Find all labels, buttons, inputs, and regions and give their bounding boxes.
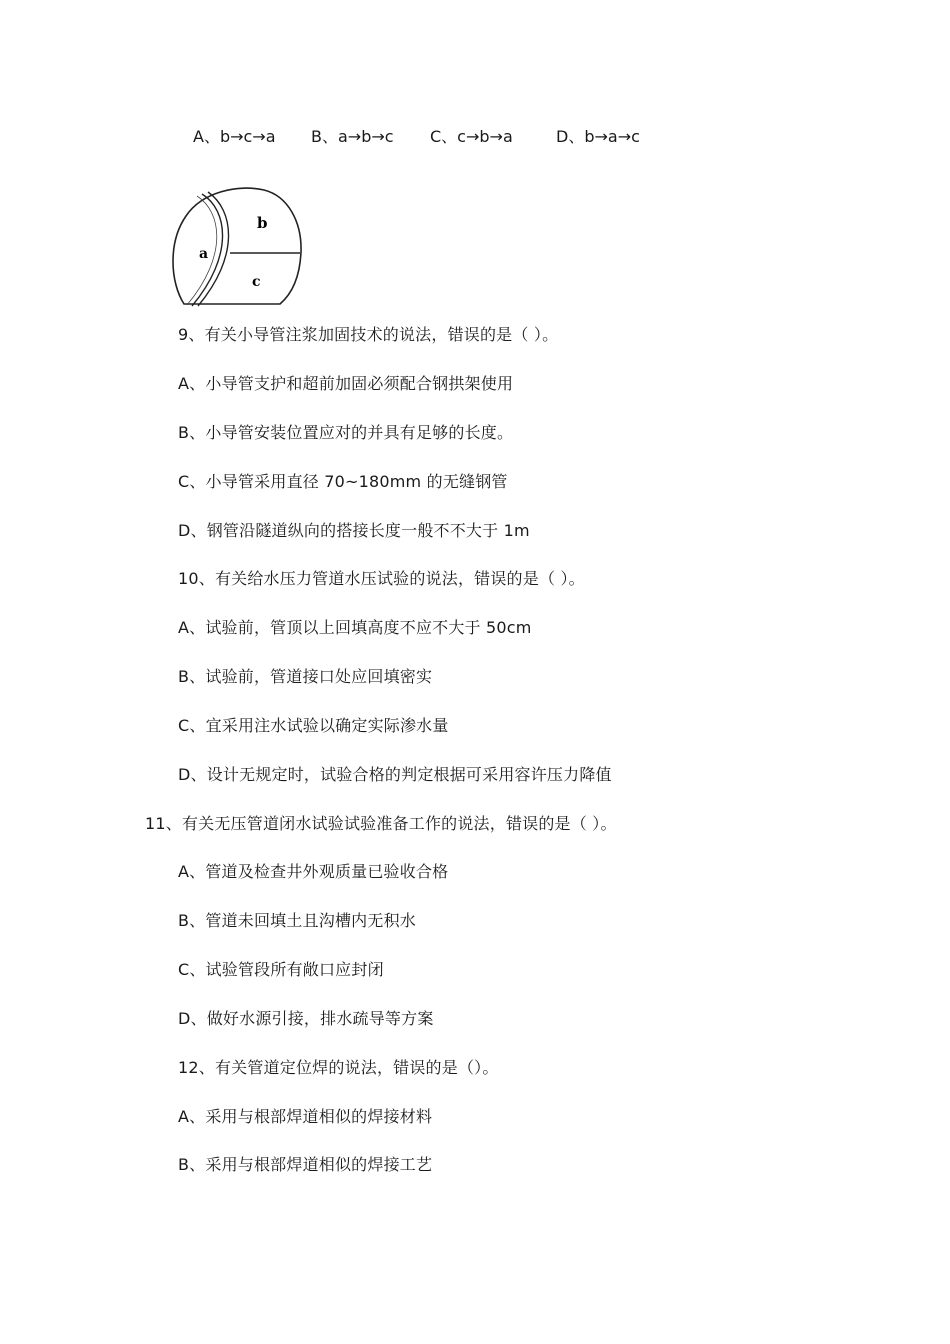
q10-stem: 10、有关给水压力管道水压试验的说法，错误的是（ ）。 <box>178 569 585 588</box>
q8-option-b: B、a→b→c <box>311 127 394 146</box>
tunnel-section-figure <box>168 182 308 316</box>
q9-stem: 9、有关小导管注浆加固技术的说法，错误的是（ ）。 <box>178 325 559 344</box>
q12-option-a: A、采用与根部焊道相似的焊接材料 <box>178 1107 433 1126</box>
tunnel-outline <box>173 188 301 304</box>
q12-option-b: B、采用与根部焊道相似的焊接工艺 <box>178 1155 433 1174</box>
label-a: a <box>199 246 209 262</box>
q11-stem: 11、有关无压管道闭水试验试验准备工作的说法，错误的是（ ）。 <box>145 814 617 833</box>
q11-option-b: B、管道未回填土且沟槽内无积水 <box>178 911 416 930</box>
q9-option-a: A、小导管支护和超前加固必须配合钢拱架使用 <box>178 374 514 393</box>
q9-option-d: D、钢管沿隧道纵向的搭接长度一般不不大于 1m <box>178 521 530 540</box>
label-c: c <box>252 274 261 290</box>
q8-option-d: D、b→a→c <box>556 127 640 146</box>
q9-option-c: C、小导管采用直径 70~180mm 的无缝钢管 <box>178 472 508 491</box>
q12-stem: 12、有关管道定位焊的说法，错误的是（）。 <box>178 1058 499 1077</box>
q10-option-d: D、设计无规定时，试验合格的判定根据可采用容许压力降值 <box>178 765 612 784</box>
label-b: b <box>257 214 268 232</box>
q8-option-a: A、b→c→a <box>193 127 276 146</box>
q11-option-a: A、管道及检查井外观质量已验收合格 <box>178 862 449 881</box>
q11-option-d: D、做好水源引接，排水疏导等方案 <box>178 1009 434 1028</box>
tunnel-section-svg <box>168 182 308 312</box>
q10-option-b: B、试验前，管道接口处应回填密实 <box>178 667 433 686</box>
q11-option-c: C、试验管段所有敞口应封闭 <box>178 960 384 979</box>
q8-option-c: C、c→b→a <box>430 127 513 146</box>
q10-option-c: C、宜采用注水试验以确定实际渗水量 <box>178 716 449 735</box>
q9-option-b: B、小导管安装位置应对的并具有足够的长度。 <box>178 423 514 442</box>
q10-option-a: A、试验前，管顶以上回填高度不应不大于 50cm <box>178 618 532 637</box>
